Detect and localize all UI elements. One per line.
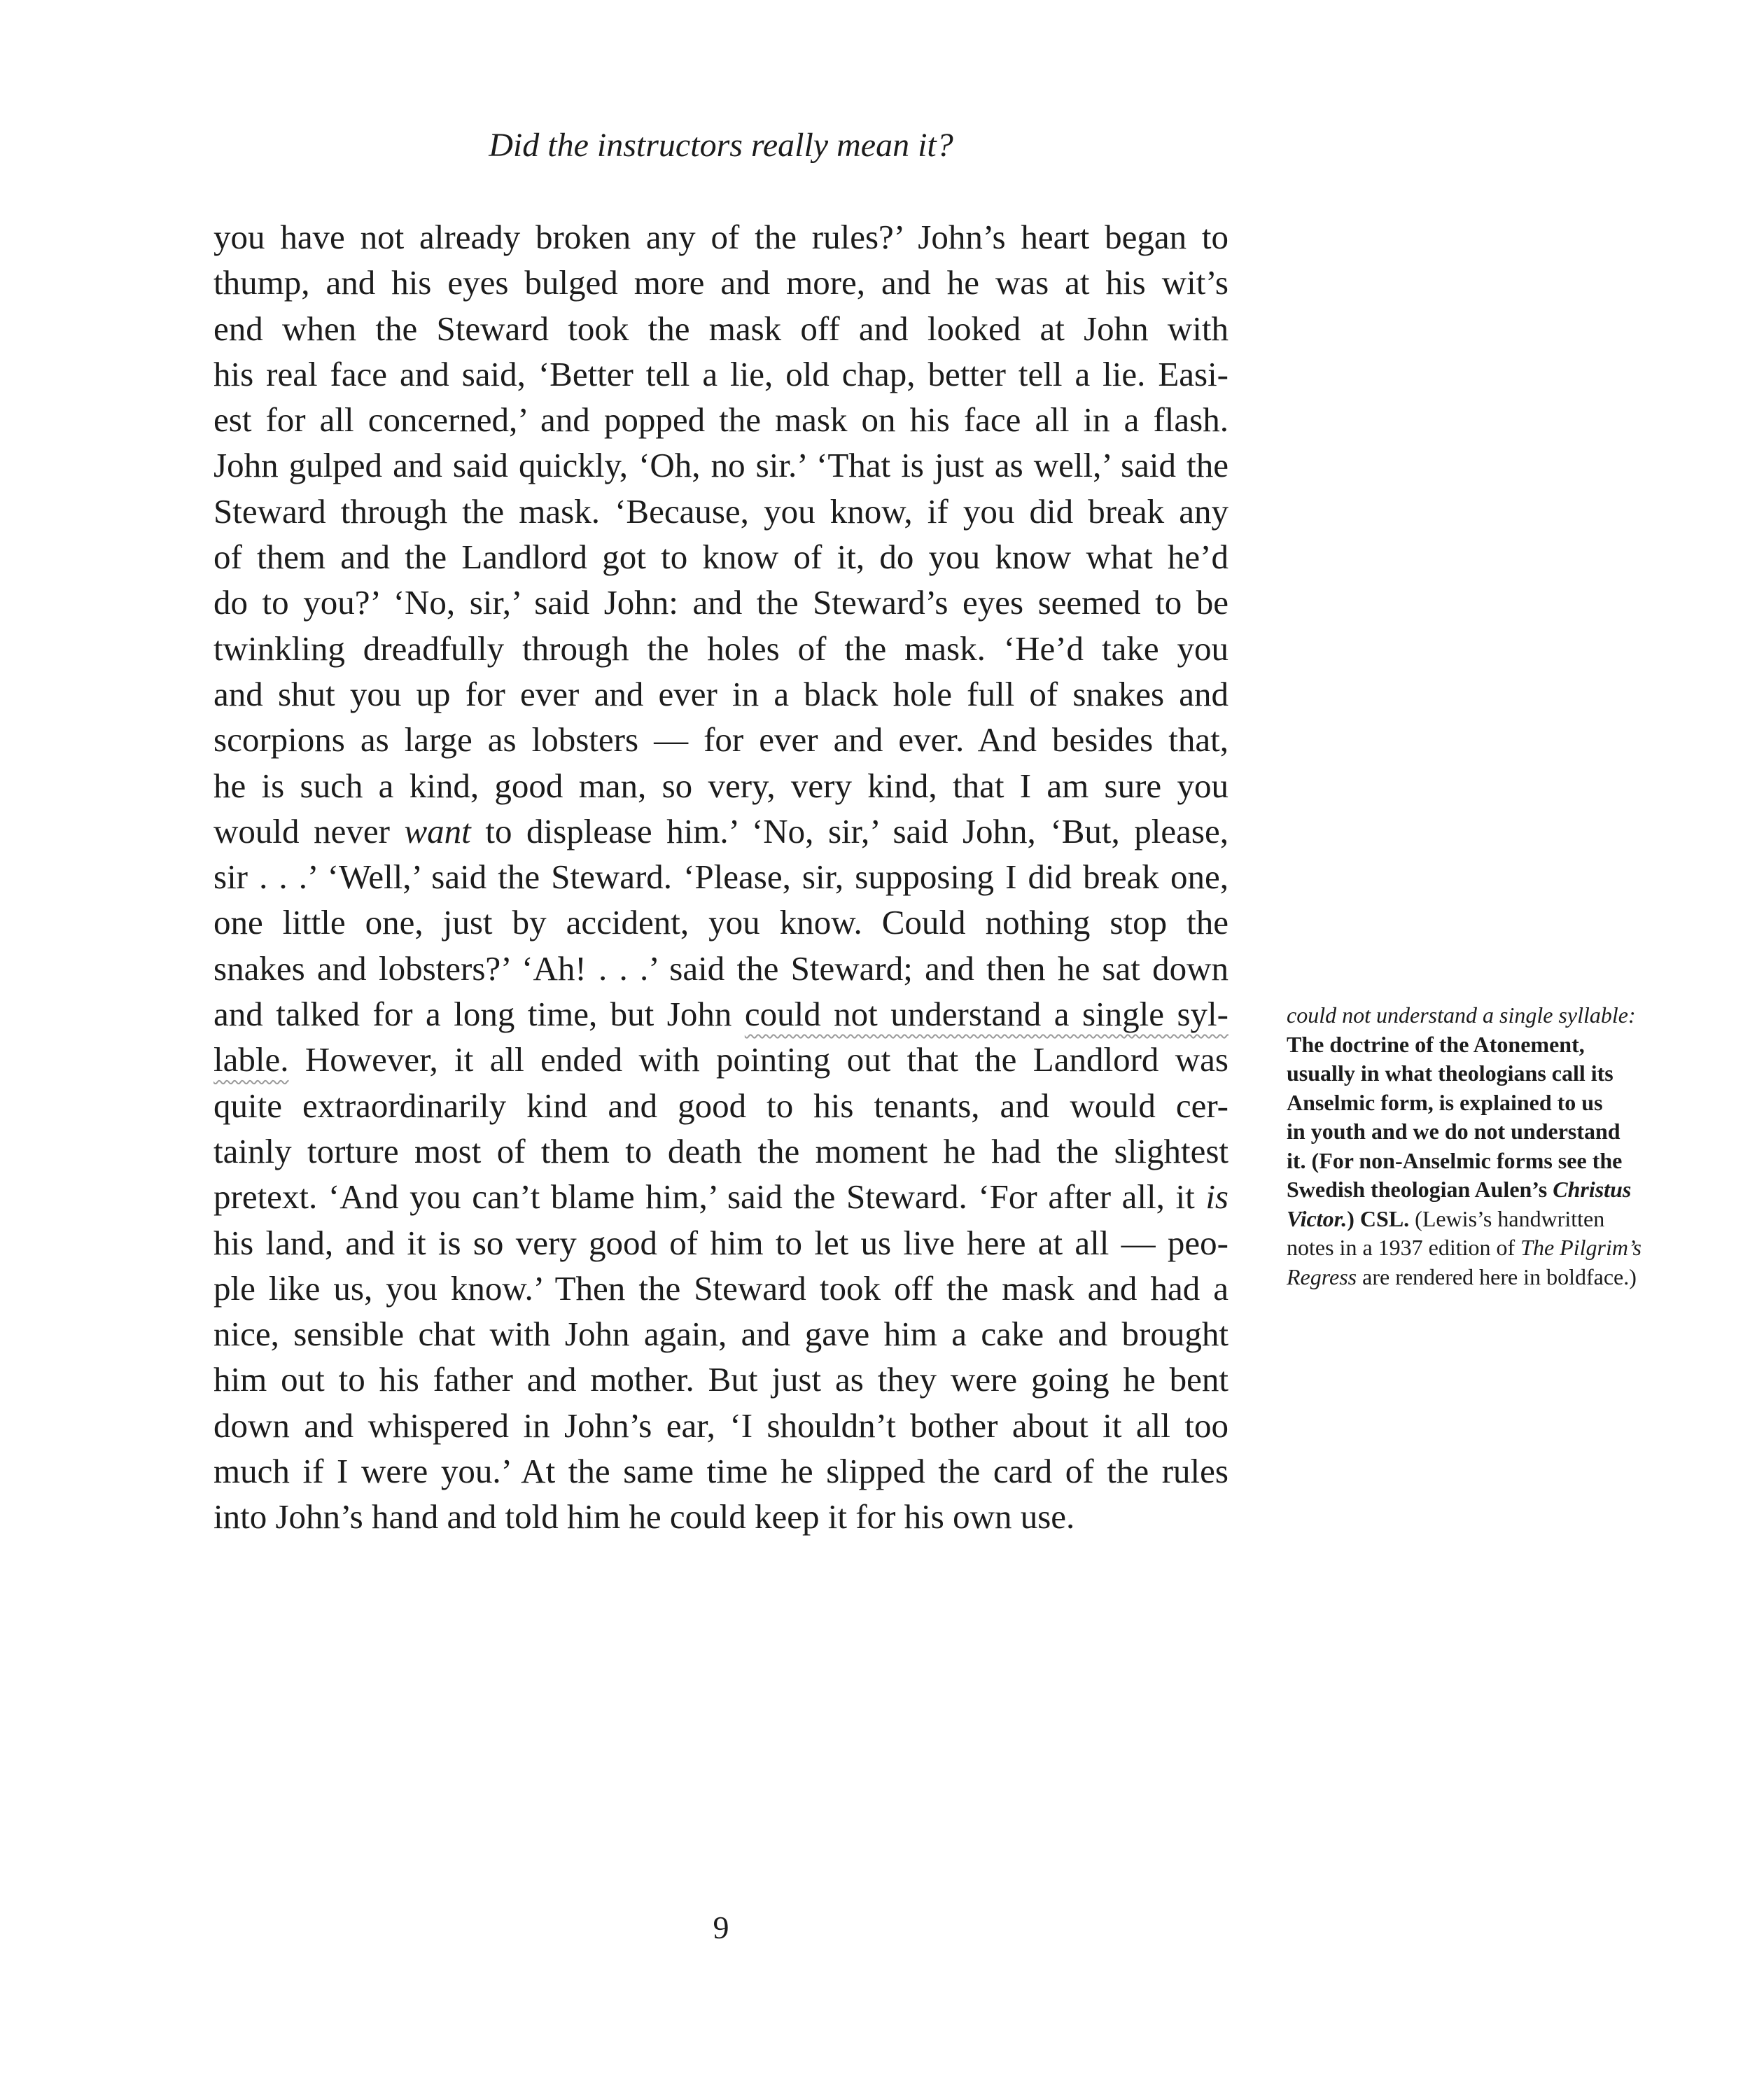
text-fragment: and talked for a long time, but John [214, 995, 745, 1034]
text-fragment: to displease him.’ ‘No, sir,’ said John, ‘But, please, [470, 811, 1228, 850]
text-line: Steward through the mask. ‘Because, you know, if you did break any [214, 491, 1228, 531]
text-line: do to you?’ ‘No, sir,’ said John: and the Steward’s eyes seemed to be [214, 583, 1228, 622]
sidenote-line [1287, 1233, 1700, 1263]
text-line [214, 991, 1228, 1037]
page-number: 9 [713, 1910, 729, 1945]
text-line: scorpions as large as lobsters — for ever and ever. And besides that, [214, 720, 1228, 760]
text-line: his land, and it is so very good of him to let us live here at all — peo- [214, 1223, 1228, 1262]
sidenote-csl: CSL. [1354, 1205, 1410, 1231]
text-line: quite extraordinarily kind and good to his tenants, and would cer- [214, 1086, 1228, 1125]
sidenote-line: in youth and we do not understand [1287, 1119, 1620, 1144]
running-head: Did the instructors really mean it? [489, 127, 953, 164]
text-line: sir . . .’ ‘Well,’ said the Steward. ‘Please, sir, supposing I did break one, [214, 858, 1228, 897]
sidenote-fragment: ) [1347, 1205, 1354, 1231]
text-line: of them and the Landlord got to know of it, do you know what he’d [214, 538, 1228, 577]
sidenote-fragment: are rendered here in boldface.) [1357, 1264, 1637, 1289]
text-line [214, 1174, 1228, 1219]
sidenote-fragment: Swedish theologian Aulen’s [1287, 1177, 1553, 1202]
sidenote-lemma: could not understand a single syllable: [1287, 1002, 1636, 1028]
text-line: nice, sensible chat with John again, and gave him a cake and brought [214, 1315, 1228, 1354]
sidenote-title-regress: Regress [1287, 1264, 1357, 1289]
text-line: twinkling dreadfully through the holes of the mask. ‘He’d take you [214, 629, 1228, 668]
sidenote-line: The doctrine of the Atonement, [1287, 1031, 1585, 1057]
text-line: him out to his father and mother. But just as they were going he bent [214, 1360, 1228, 1399]
text-fragment: pretext. ‘And you can’t blame him,’ said the Steward. ‘For after all, it [214, 1177, 1206, 1217]
sidenote-line: it. (For non-Anselmic forms see the [1287, 1147, 1623, 1173]
sidenote-title-victor: Victor. [1287, 1205, 1348, 1231]
sidenote-line [1287, 1205, 1700, 1234]
text-line: John gulped and said quickly, ‘Oh, no sir.’ ‘That is just as well,’ said the [214, 446, 1228, 485]
text-line: much if I were you.’ At the same time he slipped the card of the rules [214, 1452, 1228, 1491]
text-line: and shut you up for ever and ever in a black hole full of snakes and [214, 674, 1228, 713]
text-line: he is such a kind, good man, so very, very kind, that I am sure you [214, 766, 1228, 805]
sidenote-title-pilgrims: The Pilgrim’s [1520, 1235, 1642, 1260]
sidenote-fragment: (Lewis’s handwritten [1409, 1205, 1605, 1231]
sidenote-line [1287, 1175, 1700, 1205]
emphasis-want: want [404, 811, 471, 850]
text-line: ple like us, you know.’ Then the Steward took off the mask and had a [214, 1268, 1228, 1308]
emphasis-is: is [1205, 1177, 1228, 1217]
sidenote-line [1287, 1263, 1700, 1292]
main-text [214, 214, 1228, 1540]
sidenote-title-christus: Christus [1553, 1177, 1632, 1202]
sidenote-line: Anselmic form, is explained to us [1287, 1089, 1603, 1115]
text-line: down and whispered in John’s ear, ‘I shouldn’t bother about it all too [214, 1406, 1228, 1445]
text-line: est for all concerned,’ and popped the mask on his face all in a flash. [214, 400, 1228, 440]
text-fragment: However, it all ended with pointing out that the Landlord was [288, 1040, 1228, 1079]
text-line: thump, and his eyes bulged more and more, and he was at his wit’s [214, 263, 1228, 302]
sidenote-anchor-link[interactable]: could not understand a single syl- [744, 995, 1228, 1034]
sidenote-fragment: notes in a 1937 edition of [1287, 1235, 1521, 1260]
text-fragment: would never [214, 811, 405, 850]
text-line: you have not already broken any of the rules?’ John’s heart began to [214, 218, 1228, 256]
text-line [214, 808, 1228, 854]
text-line: his real face and said, ‘Better tell a lie, old chap, better tell a lie. Easi- [214, 354, 1228, 393]
sidenote [1287, 1001, 1700, 1292]
text-line: end when the Steward took the mask off and looked at John with [214, 309, 1228, 348]
sidenote-anchor-link-continued[interactable]: lable. [214, 1040, 289, 1079]
text-line: into John’s hand and told him he could keep it for his own use. [214, 1497, 1075, 1536]
sidenote-line: usually in what theologians call its [1287, 1060, 1614, 1086]
text-line: snakes and lobsters?’ ‘Ah! . . .’ said the Steward; and then he sat down [214, 948, 1228, 988]
text-line: tainly torture most of them to death the moment he had the slightest [214, 1131, 1228, 1170]
text-line: one little one, just by accident, you know. Could nothing stop the [214, 903, 1228, 942]
text-line [214, 1037, 1228, 1082]
